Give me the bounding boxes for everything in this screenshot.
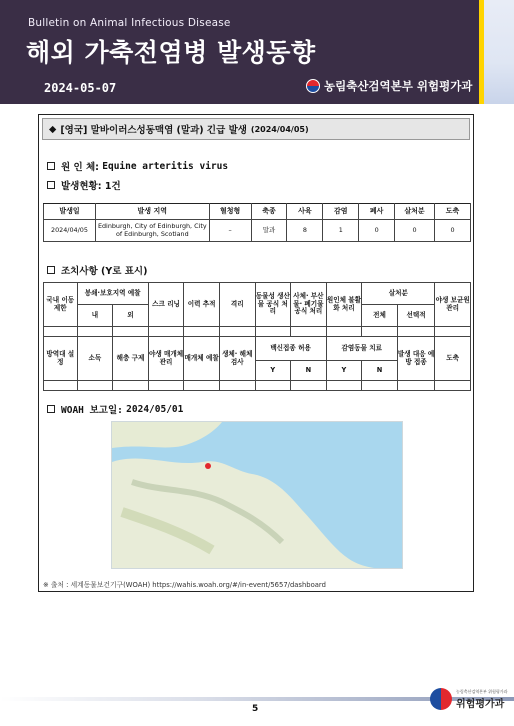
measure-value (113, 327, 149, 337)
col-header: 혈청형 (209, 204, 251, 220)
measures-value-row (44, 327, 471, 337)
col-header: 발생일 (44, 204, 96, 220)
measures-label: 조치사항 (Y로 표시) (61, 266, 148, 277)
checkbox-square-icon (47, 405, 55, 413)
measure-subheader: N (362, 361, 398, 381)
banner-title: [영국] 말바이러스성동맥염 (말과) 긴급 발생 (60, 125, 247, 136)
cell-date: 2024/04/05 (44, 220, 96, 242)
woah-date: 2024/05/01 (126, 403, 184, 415)
header-organization (306, 78, 472, 94)
measure-value (291, 327, 327, 337)
page-number: 5 (252, 704, 259, 714)
status-value: 1건 (104, 181, 121, 192)
measure-subheader: 내 (77, 305, 113, 327)
banner-date: (2024/04/05) (250, 124, 309, 134)
measure-value (291, 381, 327, 391)
measure-value (397, 381, 435, 391)
status-line (47, 178, 121, 192)
measure-value (184, 327, 220, 337)
cell-cases: 1 (323, 220, 359, 242)
measure-header: 사체· 부산물· 폐기물 공식 처리 (291, 283, 327, 327)
checkbox-square-icon (47, 181, 55, 189)
measure-header: 국내 이동 제한 (44, 283, 78, 327)
cell-location: Edinburgh, City of Edinburgh, City of Edinburgh, Scotland (95, 220, 209, 242)
measure-header: 봉쇄·보호지역 예찰 (77, 283, 148, 305)
measure-value (435, 381, 471, 391)
col-header: 살처분 (395, 204, 435, 220)
cell-slaughtered: 0 (435, 220, 471, 242)
header-banner (0, 0, 514, 104)
checkbox-square-icon (47, 266, 55, 274)
report-frame (38, 114, 474, 592)
outbreak-table (43, 203, 471, 242)
measure-value (77, 381, 113, 391)
measure-header: 해충 구제 (113, 337, 149, 381)
col-header: 도축 (435, 204, 471, 220)
measure-value (255, 327, 291, 337)
taegeuk-emblem-icon (306, 79, 320, 93)
measure-subheader: 외 (113, 305, 149, 327)
cell-killed: 0 (395, 220, 435, 242)
col-header: 사육 (287, 204, 323, 220)
report-date: 2024-05-07 (44, 81, 117, 95)
measure-subheader: 선택적 (397, 305, 435, 327)
measure-subheader: Y (255, 361, 291, 381)
diamond-icon: ◆ (49, 123, 57, 135)
header-accent (484, 0, 514, 104)
measures-value-row (44, 381, 471, 391)
cell-deaths: 0 (359, 220, 395, 242)
measures-table (43, 282, 471, 391)
measure-header: 스크 리닝 (148, 283, 184, 327)
measure-value (113, 381, 149, 391)
measure-value (219, 381, 255, 391)
measure-value (326, 381, 362, 391)
col-header: 축종 (251, 204, 287, 220)
page-title: 해외 가축전염병 발생동향 (26, 38, 316, 67)
cell-susceptible: 8 (287, 220, 323, 242)
table-header-row (44, 204, 471, 220)
pathogen-value: Equine arteritis virus (102, 160, 229, 172)
outbreak-banner (42, 118, 470, 140)
measure-header: 발생 대응 예방 접종 (397, 337, 435, 381)
measure-header: 감염동물 치료 (326, 337, 397, 361)
measures-header-row-a (44, 283, 471, 305)
outbreak-marker (205, 463, 211, 469)
measures-line (47, 263, 147, 277)
measure-value (397, 327, 435, 337)
measure-value (148, 381, 184, 391)
measure-header: 동물성 생산물 공식 처리 (255, 283, 291, 327)
measure-value (219, 327, 255, 337)
pathogen-line (47, 159, 228, 173)
status-label: 발생현황: (61, 181, 102, 192)
outbreak-map (111, 421, 403, 569)
measure-header: 살처분 (362, 283, 435, 305)
measure-header: 매개체 예찰 (184, 337, 220, 381)
measure-header: 야생 보균원 관리 (435, 283, 471, 327)
footer-logo (430, 688, 508, 710)
measures-header-row-c (44, 337, 471, 361)
measure-header: 방역대 설정 (44, 337, 78, 381)
measure-value (148, 327, 184, 337)
measure-header: 도축 (435, 337, 471, 381)
table-row (44, 220, 471, 242)
cell-species: 말과 (251, 220, 287, 242)
woah-label: WOAH 보고일: (61, 405, 123, 416)
measure-header: 격리 (219, 283, 255, 327)
footer-org-big: 위험평가과 (456, 698, 505, 710)
woah-line (47, 402, 183, 416)
measure-header: 야생 매개체 관리 (148, 337, 184, 381)
measure-header: 생체· 해체 검사 (219, 337, 255, 381)
measure-value (44, 381, 78, 391)
measure-header: 이력 추적 (184, 283, 220, 327)
measure-value (255, 381, 291, 391)
footer-org-small: 농림축산검역본부 위험평가과 (456, 688, 508, 694)
measure-subheader: N (291, 361, 327, 381)
measure-subheader: Y (326, 361, 362, 381)
pathogen-label: 원 인 체: (61, 162, 99, 173)
measure-header: 원인체 불활화 처리 (326, 283, 362, 327)
taegeuk-emblem-icon (430, 688, 452, 710)
map-illustration (112, 422, 403, 569)
col-header: 발생 지역 (95, 204, 209, 220)
col-header: 감염 (323, 204, 359, 220)
measure-value (362, 381, 398, 391)
measure-value (326, 327, 362, 337)
measure-value (184, 381, 220, 391)
checkbox-square-icon (47, 162, 55, 170)
footer-org (456, 689, 508, 710)
measure-header: 백신접종 허용 (255, 337, 326, 361)
measure-subheader: 전체 (362, 305, 398, 327)
measure-value (435, 327, 471, 337)
col-header: 폐사 (359, 204, 395, 220)
cell-serotype: – (209, 220, 251, 242)
measure-value (77, 327, 113, 337)
measure-value (362, 327, 398, 337)
source-note: ※ 출처 : 세계동물보건기구(WOAH) https://wahis.woah.org/#/in-event/5657/dashboard (43, 581, 326, 589)
measure-header: 소독 (77, 337, 113, 381)
measure-value (44, 327, 78, 337)
organization-name: 농림축산검역본부 위험평가과 (324, 79, 473, 93)
bulletin-subtitle: Bulletin on Animal Infectious Disease (28, 17, 231, 29)
